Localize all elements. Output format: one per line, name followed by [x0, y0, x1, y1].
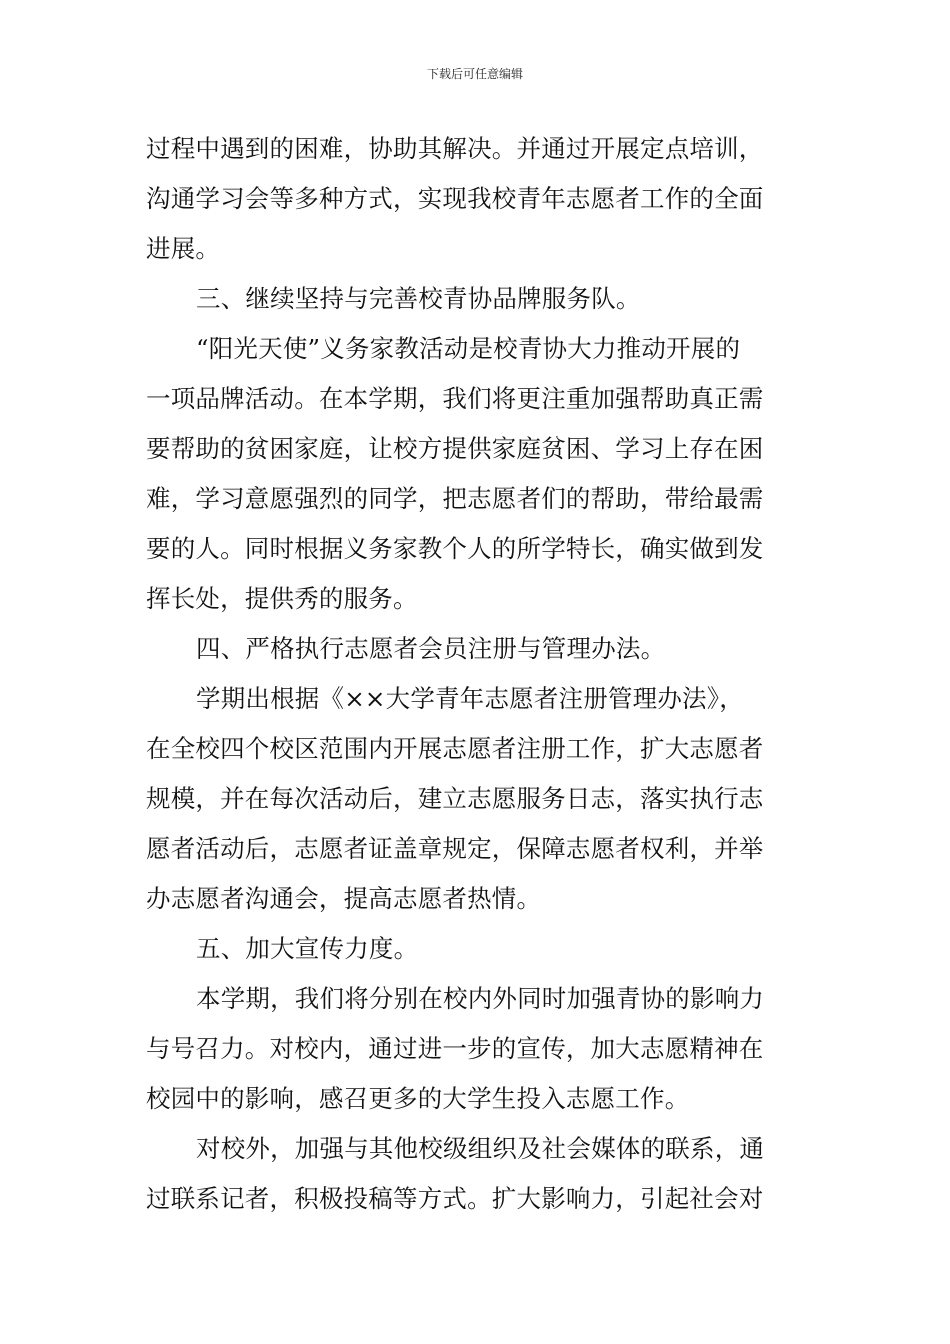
page-header: 下载后可任意编辑	[426, 67, 523, 81]
text-line: 规模，并在每次活动后，建立志愿服务日志，落实执行志	[146, 784, 764, 813]
text-line: 在全校四个校区范围内开展志愿者注册工作，扩大志愿者	[146, 734, 764, 763]
text-line: 与号召力。对校内，通过进一步的宣传，加大志愿精神在	[146, 1034, 764, 1063]
text-line: 过联系记者，积极投稿等方式。扩大影响力，引起社会对	[146, 1184, 764, 1213]
text-line: 本学期，我们将分别在校内外同时加强青协的影响力	[196, 984, 765, 1013]
text-line: 对校外，加强与其他校级组织及社会媒体的联系，通	[196, 1134, 765, 1163]
text-line: 一项品牌活动。在本学期，我们将更注重加强帮助真正需	[146, 384, 764, 413]
text-line: 办志愿者沟通会，提高志愿者热情。	[146, 884, 542, 913]
text-line: 过程中遇到的困难，协助其解决。并通过开展定点培训，	[146, 134, 764, 163]
text-line: “阳光天使”义务家教活动是校青协大力推动开展的	[196, 334, 741, 363]
text-line: 难，学习意愿强烈的同学，把志愿者们的帮助，带给最需	[146, 484, 764, 513]
text-line: 挥长处，提供秀的服务。	[146, 584, 418, 613]
section-heading: 五、加大宣传力度。	[196, 934, 419, 963]
section-heading: 四、严格执行志愿者会员注册与管理办法。	[196, 634, 666, 663]
text-line: 要帮助的贫困家庭，让校方提供家庭贫困、学习上存在困	[146, 434, 764, 463]
text-line: 愿者活动后，志愿者证盖章规定，保障志愿者权利，并举	[146, 834, 764, 863]
text-line: 学期出根据《××大学青年志愿者注册管理办法》，	[196, 684, 744, 713]
text-line: 进展。	[146, 234, 221, 263]
text-line: 沟通学习会等多种方式，实现我校青年志愿者工作的全面	[146, 184, 764, 213]
text-line: 要的人。同时根据义务家教个人的所学特长，确实做到发	[146, 534, 764, 563]
text-line: 校园中的影响，感召更多的大学生投入志愿工作。	[146, 1084, 690, 1113]
document-body	[146, 124, 812, 1224]
section-heading: 三、继续坚持与完善校青协品牌服务队。	[196, 284, 641, 313]
